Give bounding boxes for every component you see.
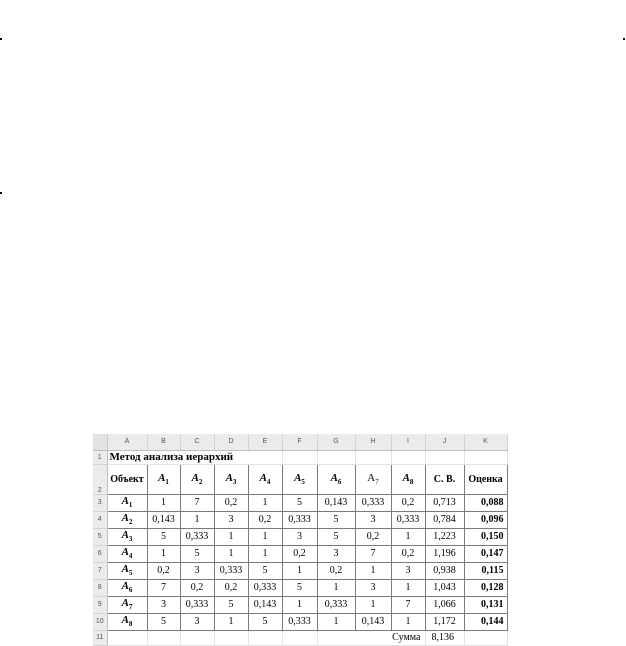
object-letter: A	[121, 597, 129, 610]
matrix-cell[interactable]: 0,333	[282, 613, 317, 630]
empty-cell[interactable]	[107, 630, 147, 645]
table-row	[93, 528, 507, 545]
matrix-cell[interactable]: 7	[355, 545, 391, 562]
matrix-cell[interactable]: 5	[248, 562, 282, 579]
matrix-cell[interactable]: 0,2	[282, 545, 317, 562]
header-subscript: 3	[232, 478, 237, 487]
matrix-cell[interactable]: 1	[355, 562, 391, 579]
matrix-cell[interactable]: 0,2	[180, 579, 214, 596]
header-score[interactable]: Оценка	[464, 464, 507, 494]
object-subscript: 2	[128, 518, 133, 527]
table-row	[93, 613, 507, 630]
matrix-cell[interactable]: 0,143	[355, 613, 391, 630]
empty-cell[interactable]	[214, 630, 248, 645]
object-letter: A	[121, 546, 129, 559]
matrix-cell[interactable]: 0,2	[248, 511, 282, 528]
header-a5[interactable]	[282, 464, 317, 494]
matrix-cell[interactable]: 1	[391, 613, 425, 630]
object-letter: A	[121, 580, 129, 593]
matrix-cell[interactable]: 0,2	[214, 579, 248, 596]
header-subscript: 6	[337, 478, 342, 487]
column-header[interactable]: C	[180, 434, 214, 450]
object-label[interactable]	[107, 596, 147, 613]
table-row	[93, 494, 507, 511]
matrix-cell[interactable]: 1	[391, 579, 425, 596]
object-label[interactable]	[107, 528, 147, 545]
sv-cell[interactable]: 1,066	[425, 596, 464, 613]
header-letter: A	[402, 471, 410, 484]
header-letter: A	[191, 471, 199, 484]
column-header[interactable]: K	[464, 434, 507, 450]
matrix-cell[interactable]: 1	[282, 562, 317, 579]
matrix-cell[interactable]: 1	[317, 579, 355, 596]
sum-value[interactable]: 8,136	[425, 630, 464, 645]
matrix-cell[interactable]: 0,2	[214, 494, 248, 511]
object-subscript: 6	[128, 586, 133, 595]
page-mark-right-top	[623, 38, 625, 40]
matrix-cell[interactable]: 0,333	[317, 596, 355, 613]
score-cell[interactable]: 0,088	[464, 494, 507, 511]
column-header[interactable]: A	[107, 434, 147, 450]
column-header[interactable]: I	[391, 434, 425, 450]
header-a4[interactable]	[248, 464, 282, 494]
row-number[interactable]: 11	[93, 630, 107, 645]
matrix-cell[interactable]: 7	[180, 494, 214, 511]
sv-cell[interactable]: 1,196	[425, 545, 464, 562]
column-header[interactable]: D	[214, 434, 248, 450]
matrix-cell[interactable]: 3	[147, 596, 180, 613]
object-subscript: 1	[128, 501, 133, 510]
row-number[interactable]: 8	[93, 579, 107, 596]
matrix-cell[interactable]: 0,2	[317, 562, 355, 579]
select-all-corner[interactable]	[93, 434, 107, 450]
object-label[interactable]	[107, 494, 147, 511]
header-letter: A	[294, 471, 302, 484]
matrix-cell[interactable]: 3	[180, 562, 214, 579]
matrix-cell[interactable]: 0,143	[248, 596, 282, 613]
matrix-cell[interactable]: 0,333	[282, 511, 317, 528]
header-a6[interactable]	[317, 464, 355, 494]
empty-cell[interactable]	[317, 450, 355, 464]
row-number[interactable]: 7	[93, 562, 107, 579]
sv-cell[interactable]: 0,784	[425, 511, 464, 528]
matrix-cell[interactable]: 3	[355, 511, 391, 528]
score-cell[interactable]: 0,115	[464, 562, 507, 579]
score-cell[interactable]: 0,128	[464, 579, 507, 596]
object-label[interactable]	[107, 613, 147, 630]
table-header-row	[93, 464, 507, 494]
matrix-cell[interactable]: 7	[391, 596, 425, 613]
object-letter: A	[121, 563, 129, 576]
matrix-cell[interactable]: 5	[147, 528, 180, 545]
header-a7[interactable]	[355, 464, 391, 494]
row-number[interactable]: 5	[93, 528, 107, 545]
header-subscript: 2	[198, 478, 203, 487]
header-sv[interactable]: С. В.	[425, 464, 464, 494]
row-number[interactable]: 10	[93, 613, 107, 630]
matrix-cell[interactable]: 3	[391, 562, 425, 579]
object-subscript: 7	[128, 603, 133, 612]
empty-cell[interactable]	[282, 630, 317, 645]
score-cell[interactable]: 0,096	[464, 511, 507, 528]
sv-cell[interactable]: 0,713	[425, 494, 464, 511]
matrix-cell[interactable]: 0,2	[355, 528, 391, 545]
header-subscript: 4	[266, 478, 271, 487]
header-subscript: 1	[165, 478, 169, 487]
matrix-cell[interactable]: 1	[248, 528, 282, 545]
empty-cell[interactable]	[282, 450, 317, 464]
table-row	[93, 579, 507, 596]
score-cell[interactable]: 0,144	[464, 613, 507, 630]
row-number[interactable]: 6	[93, 545, 107, 562]
empty-cell[interactable]	[355, 450, 391, 464]
empty-cell[interactable]	[464, 450, 507, 464]
matrix-cell[interactable]: 1	[317, 613, 355, 630]
matrix-cell[interactable]: 1	[282, 596, 317, 613]
object-subscript: 3	[128, 535, 133, 544]
header-a2[interactable]	[180, 464, 214, 494]
matrix-cell[interactable]: 1	[214, 613, 248, 630]
matrix-cell[interactable]: 5	[180, 545, 214, 562]
header-object[interactable]: Объект	[107, 464, 147, 494]
matrix-cell[interactable]: 0,333	[248, 579, 282, 596]
header-a3[interactable]	[214, 464, 248, 494]
table-row	[93, 562, 507, 579]
empty-cell[interactable]	[425, 450, 464, 464]
matrix-cell[interactable]: 1	[214, 545, 248, 562]
matrix-cell[interactable]: 5	[317, 511, 355, 528]
object-label[interactable]	[107, 511, 147, 528]
score-cell[interactable]: 0,147	[464, 545, 507, 562]
score-cell[interactable]: 0,150	[464, 528, 507, 545]
sv-cell[interactable]: 0,938	[425, 562, 464, 579]
header-subscript: 8	[409, 478, 414, 487]
matrix-cell[interactable]: 1	[147, 494, 180, 511]
matrix-cell[interactable]: 0,333	[355, 494, 391, 511]
sv-cell[interactable]: 1,223	[425, 528, 464, 545]
object-subscript: 4	[128, 552, 133, 561]
matrix-cell[interactable]: 7	[147, 579, 180, 596]
header-letter: A	[158, 471, 166, 484]
matrix-cell[interactable]: 1	[248, 494, 282, 511]
spreadsheet-grid	[93, 434, 508, 646]
matrix-cell[interactable]: 0,333	[391, 511, 425, 528]
object-letter: A	[121, 529, 129, 542]
matrix-cell[interactable]: 5	[147, 613, 180, 630]
matrix-cell[interactable]: 1	[248, 545, 282, 562]
matrix-cell[interactable]: 0,143	[147, 511, 180, 528]
column-header-row	[93, 434, 507, 450]
matrix-cell[interactable]: 5	[282, 579, 317, 596]
empty-cell[interactable]	[147, 630, 180, 645]
table-row	[93, 511, 507, 528]
row-number[interactable]: 4	[93, 511, 107, 528]
object-subscript: 8	[128, 620, 133, 629]
matrix-cell[interactable]: 0,2	[391, 494, 425, 511]
object-letter: A	[121, 512, 129, 525]
header-letter: A	[330, 471, 338, 484]
header-a8[interactable]	[391, 464, 425, 494]
matrix-cell[interactable]: 0,2	[147, 562, 180, 579]
matrix-cell[interactable]: 5	[282, 494, 317, 511]
empty-cell[interactable]	[464, 630, 507, 645]
matrix-cell[interactable]: 3	[180, 613, 214, 630]
header-subscript: 7	[375, 478, 379, 487]
matrix-cell[interactable]: 0,143	[317, 494, 355, 511]
empty-cell[interactable]	[180, 630, 214, 645]
column-header[interactable]: F	[282, 434, 317, 450]
matrix-cell[interactable]: 5	[317, 528, 355, 545]
header-letter: A	[367, 471, 376, 484]
row-number[interactable]: 1	[93, 450, 107, 464]
title-row	[93, 450, 507, 464]
matrix-cell[interactable]: 1	[180, 511, 214, 528]
matrix-cell[interactable]: 1	[355, 596, 391, 613]
object-subscript: 5	[128, 569, 133, 578]
column-header[interactable]: J	[425, 434, 464, 450]
header-letter: A	[259, 471, 267, 484]
header-subscript: 5	[301, 478, 305, 487]
object-label[interactable]	[107, 579, 147, 596]
object-letter: A	[121, 614, 129, 627]
column-header[interactable]: B	[147, 434, 180, 450]
row-number[interactable]: 9	[93, 596, 107, 613]
empty-cell[interactable]	[248, 630, 282, 645]
sv-cell[interactable]: 1,043	[425, 579, 464, 596]
matrix-cell[interactable]: 1	[391, 528, 425, 545]
row-number[interactable]: 2	[93, 464, 107, 494]
sv-cell[interactable]: 1,172	[425, 613, 464, 630]
matrix-cell[interactable]: 0,2	[391, 545, 425, 562]
matrix-cell[interactable]: 1	[214, 528, 248, 545]
matrix-cell[interactable]: 5	[248, 613, 282, 630]
matrix-cell[interactable]: 3	[214, 511, 248, 528]
matrix-cell[interactable]: 0,333	[180, 596, 214, 613]
matrix-cell[interactable]: 0,333	[214, 562, 248, 579]
matrix-cell[interactable]: 1	[147, 545, 180, 562]
sum-label[interactable]: Сумма	[317, 630, 425, 645]
matrix-cell[interactable]: 0,333	[180, 528, 214, 545]
empty-cell[interactable]	[391, 450, 425, 464]
sheet-title[interactable]: Метод анализа иерархий	[107, 450, 282, 464]
column-header[interactable]: G	[317, 434, 355, 450]
header-letter: A	[225, 471, 233, 484]
header-a1[interactable]	[147, 464, 180, 494]
column-header[interactable]: H	[355, 434, 391, 450]
matrix-cell[interactable]: 3	[317, 545, 355, 562]
object-label[interactable]	[107, 545, 147, 562]
score-cell[interactable]: 0,131	[464, 596, 507, 613]
matrix-cell[interactable]: 3	[282, 528, 317, 545]
row-number[interactable]: 3	[93, 494, 107, 511]
page-mark-left-mid	[0, 192, 2, 194]
object-label[interactable]	[107, 562, 147, 579]
page-mark-left-top	[0, 38, 2, 40]
spreadsheet-embed	[93, 434, 533, 643]
column-header[interactable]: E	[248, 434, 282, 450]
table-row	[93, 545, 507, 562]
object-letter: A	[121, 495, 129, 508]
sum-row	[93, 630, 507, 645]
matrix-cell[interactable]: 5	[214, 596, 248, 613]
table-row	[93, 596, 507, 613]
matrix-cell[interactable]: 3	[355, 579, 391, 596]
